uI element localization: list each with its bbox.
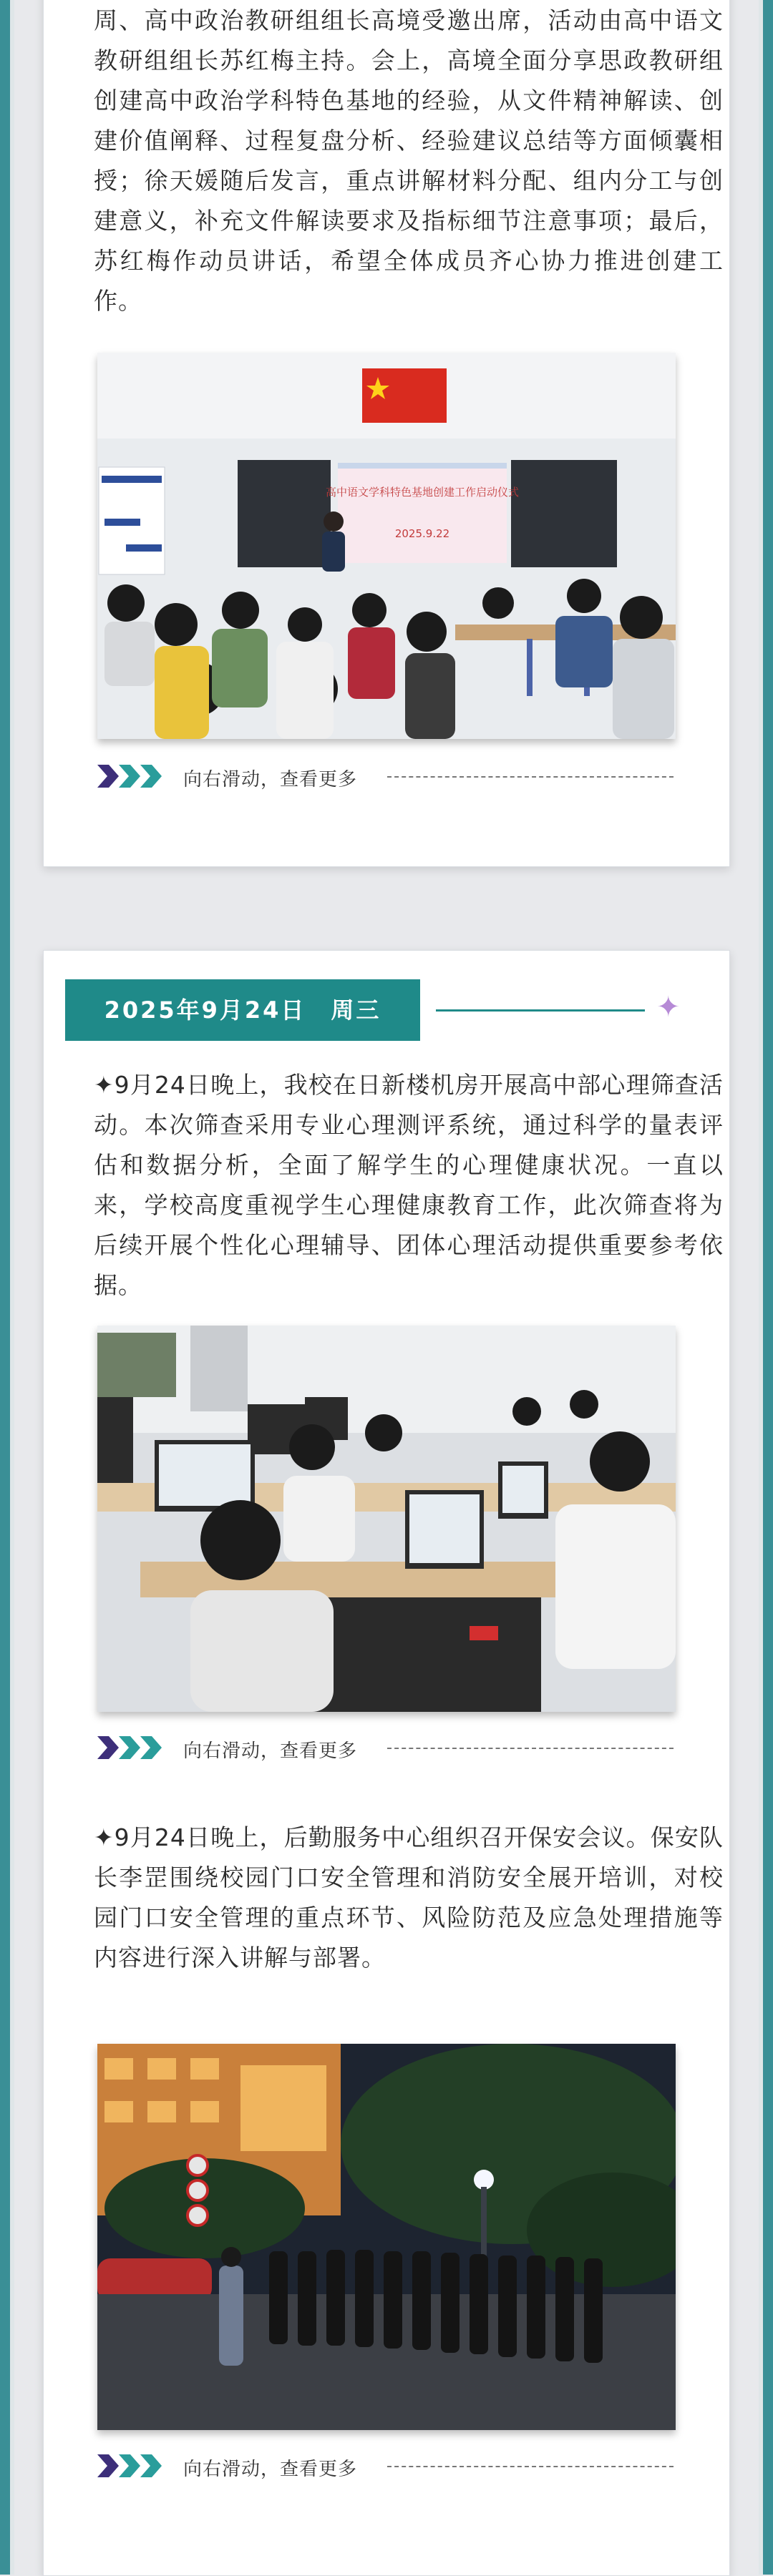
swipe-hint[interactable]	[97, 1735, 676, 1763]
dashed-divider	[387, 2466, 674, 2467]
swipe-hint[interactable]	[97, 763, 676, 792]
page-frame-left	[0, 0, 10, 2575]
news-card-1	[43, 0, 730, 867]
article-paragraph: ✦9月24日晚上，后勤服务中心组织召开保安会议。保安队长李罡围绕校园门口安全管理和消防安全展开培训，对校园门口安全管理的重点环节、风险防范及应急处理措施等内容进行深入讲解与部署。	[94, 1823, 724, 1972]
meeting-photo	[97, 353, 676, 739]
triple-chevron-right-icon	[97, 2453, 169, 2479]
four-point-star-icon: ✦	[656, 991, 681, 1024]
date-tab-line	[436, 1009, 645, 1012]
triple-chevron-right-icon	[97, 1735, 169, 1760]
screen-date: 2025.9.22	[394, 527, 450, 540]
dashed-divider	[387, 776, 674, 778]
computer-lab-photo	[97, 1326, 676, 1712]
swipe-hint-label: 向右滑动，查看更多	[183, 769, 358, 790]
article-paragraph: ✦9月24日晚上，我校在日新楼机房开展高中部心理筛查活动。本次筛查采用专业心理测评系统，通过科学的量表评估和数据分析，全面了解学生的心理健康状况。一直以来，学校高度重视学生心理健康教育工作，此次筛查将为后续开展个性化心理辅导、团体心理活动提供重要参考依据。	[94, 1071, 724, 1299]
swipe-hint-label: 向右滑动，查看更多	[183, 1740, 358, 1762]
date-tab: 2025年9月24日 周三	[65, 979, 420, 1041]
screen-title: 高中语文学科特色基地创建工作启动仪式	[325, 486, 520, 499]
swipe-hint[interactable]	[97, 2453, 676, 2482]
page-frame-left-inner	[10, 0, 14, 2575]
swipe-hint-label: 向右滑动，查看更多	[183, 2459, 358, 2480]
security-meeting-photo	[97, 2044, 676, 2430]
article-paragraph: 周、高中政治教研组组长高境受邀出席，活动由高中语文教研组组长苏红梅主持。会上，高境全面分享思政教研组创建高中政治学科特色基地的经验，从文件精神解读、创建价值阐释、过程复盘分析、经验建议总结等方面倾囊相授；徐天媛随后发言，重点讲解材料分配、组内分工与创建意义，补充文件解读要求及指标细节注意事项；最后，苏红梅作动员讲话，希望全体成员齐心协力推进创建工作。	[94, 6, 724, 315]
triple-chevron-right-icon	[97, 763, 169, 789]
dashed-divider	[387, 1748, 674, 1749]
news-card-2	[43, 950, 730, 2576]
page-frame-right	[763, 0, 773, 2575]
page-frame-right-inner	[759, 0, 763, 2575]
